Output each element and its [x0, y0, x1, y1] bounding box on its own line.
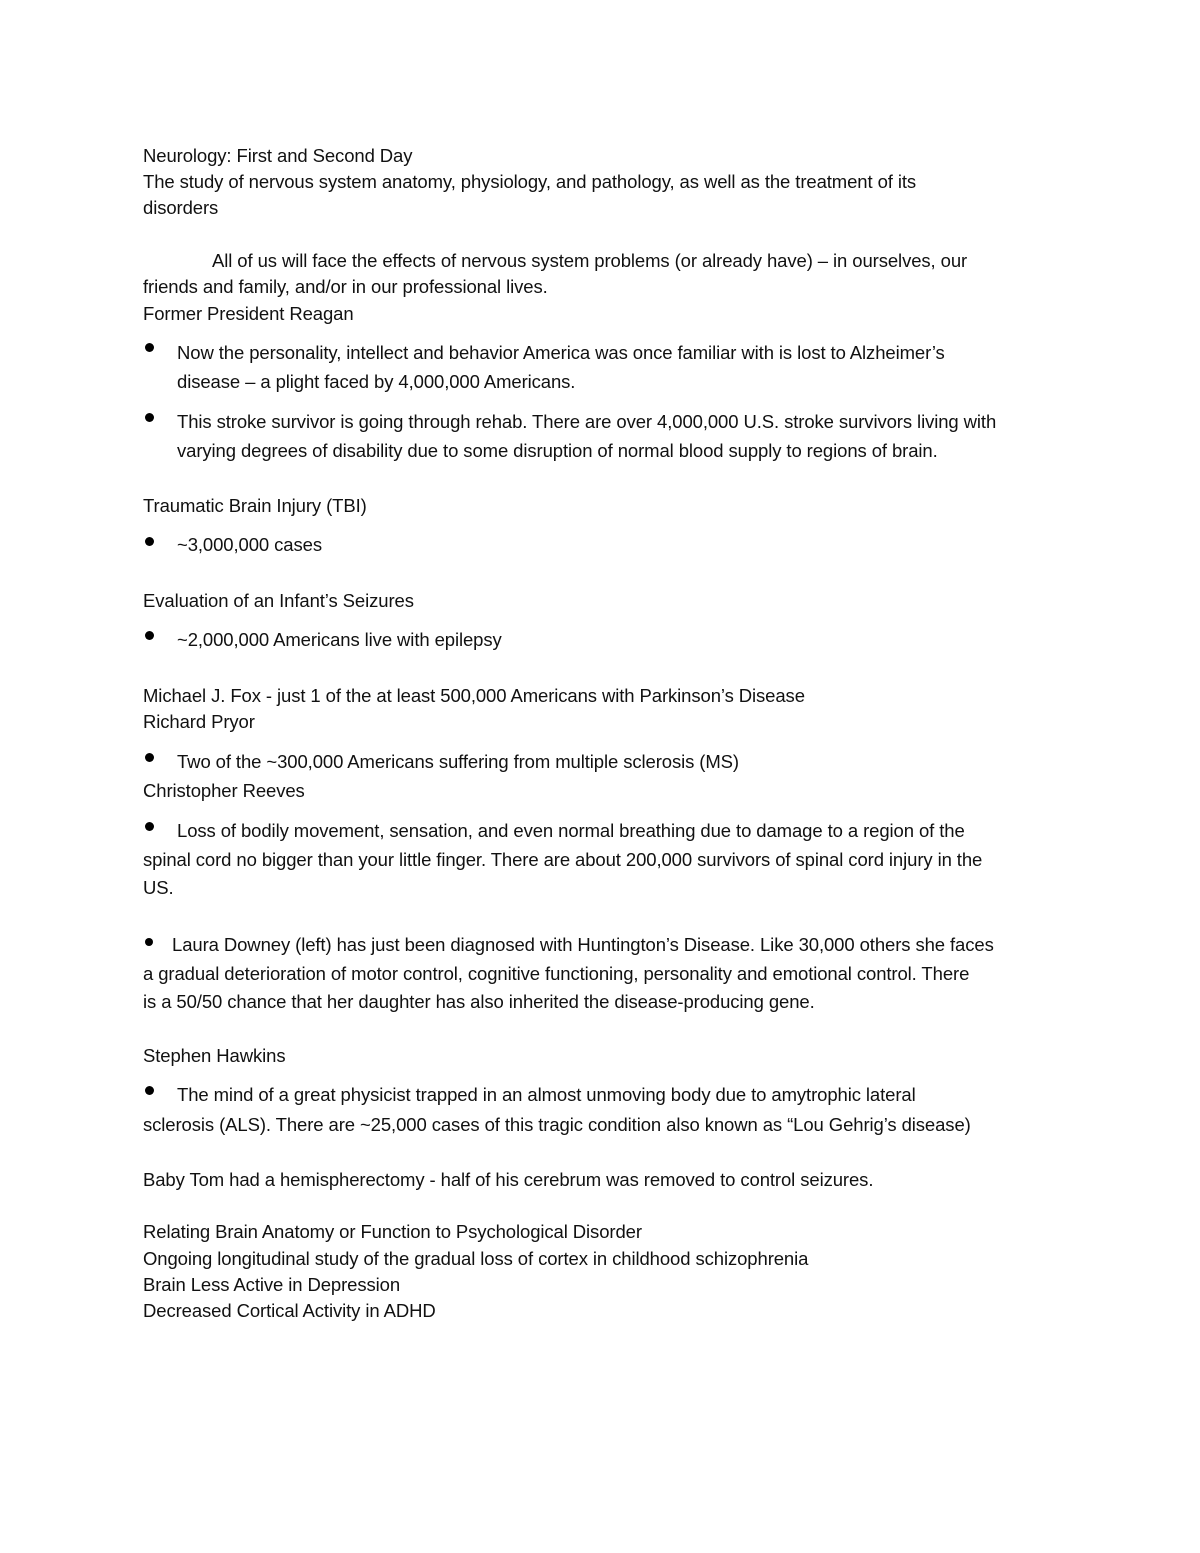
bullet-icon — [145, 413, 154, 422]
reagan-heading: Former President Reagan — [143, 303, 354, 324]
bullet-icon — [145, 631, 154, 640]
downey-line-2: a gradual deterioration of motor control, cognitive functioning, personality and emotional control. There — [143, 963, 970, 984]
intro-line-2: friends and family, and/or in our professional lives. — [143, 276, 548, 297]
hawkins-heading: Stephen Hawkins — [143, 1045, 286, 1066]
fox-line: Michael J. Fox - just 1 of the at least 500,000 Americans with Parkinson’s Disease — [143, 685, 805, 706]
definition-line-2: disorders — [143, 197, 219, 218]
closing-line-2: Ongoing longitudinal study of the gradual loss of cortex in childhood schizophrenia — [143, 1248, 809, 1269]
pryor-bullet: Two of the ~300,000 Americans suffering from multiple sclerosis (MS) — [177, 751, 739, 772]
tbi-heading: Traumatic Brain Injury (TBI) — [143, 495, 367, 516]
hawkins-line-1: The mind of a great physicist trapped in an almost unmoving body due to amytrophic lateral — [177, 1084, 916, 1105]
bullet-icon — [145, 537, 154, 546]
document-title: Neurology: First and Second Day — [143, 145, 413, 166]
intro-line-1: All of us will face the effects of nervous system problems (or already have) – in ourselves, our — [212, 250, 968, 271]
tbi-bullet: ~3,000,000 cases — [177, 534, 322, 555]
reeves-line-2: spinal cord no bigger than your little finger. There are about 200,000 survivors of spinal cord injury in the — [143, 849, 983, 870]
baby-tom-line: Baby Tom had a hemispherectomy - half of his cerebrum was removed to control seizures. — [143, 1169, 874, 1190]
definition-line-1: The study of nervous system anatomy, physiology, and pathology, as well as the treatment of its — [143, 171, 917, 192]
closing-line-1: Relating Brain Anatomy or Function to Psychological Disorder — [143, 1221, 642, 1242]
reagan-bullet-1-line-2: disease – a plight faced by 4,000,000 Americans. — [177, 371, 576, 392]
bullet-icon — [145, 343, 154, 352]
reagan-bullet-2-line-1: This stroke survivor is going through rehab. There are over 4,000,000 U.S. stroke survivors living with — [177, 411, 997, 432]
pryor-heading: Richard Pryor — [143, 711, 255, 732]
hawkins-line-2: sclerosis (ALS). There are ~25,000 cases of this tragic condition also known as “Lou Gehrig’s disease) — [143, 1114, 971, 1135]
downey-line-1: Laura Downey (left) has just been diagnosed with Huntington’s Disease. Like 30,000 others she faces — [172, 934, 994, 955]
reeves-heading: Christopher Reeves — [143, 780, 305, 801]
reeves-line-3: US. — [143, 877, 174, 898]
downey-line-3: is a 50/50 chance that her daughter has also inherited the disease-producing gene. — [143, 991, 815, 1012]
bullet-icon — [145, 1086, 154, 1095]
bullet-icon — [145, 822, 154, 831]
reagan-bullet-2-line-2: varying degrees of disability due to some disruption of normal blood supply to regions of brain. — [177, 440, 938, 461]
closing-line-4: Decreased Cortical Activity in ADHD — [143, 1300, 436, 1321]
reeves-line-1: Loss of bodily movement, sensation, and even normal breathing due to damage to a region of the — [177, 820, 965, 841]
reagan-bullet-1-line-1: Now the personality, intellect and behavior America was once familiar with is lost to Alzheimer’s — [177, 342, 945, 363]
bullet-icon — [145, 753, 154, 762]
seizures-bullet: ~2,000,000 Americans live with epilepsy — [177, 629, 502, 650]
bullet-icon — [145, 938, 153, 946]
closing-line-3: Brain Less Active in Depression — [143, 1274, 401, 1295]
seizures-heading: Evaluation of an Infant’s Seizures — [143, 590, 414, 611]
